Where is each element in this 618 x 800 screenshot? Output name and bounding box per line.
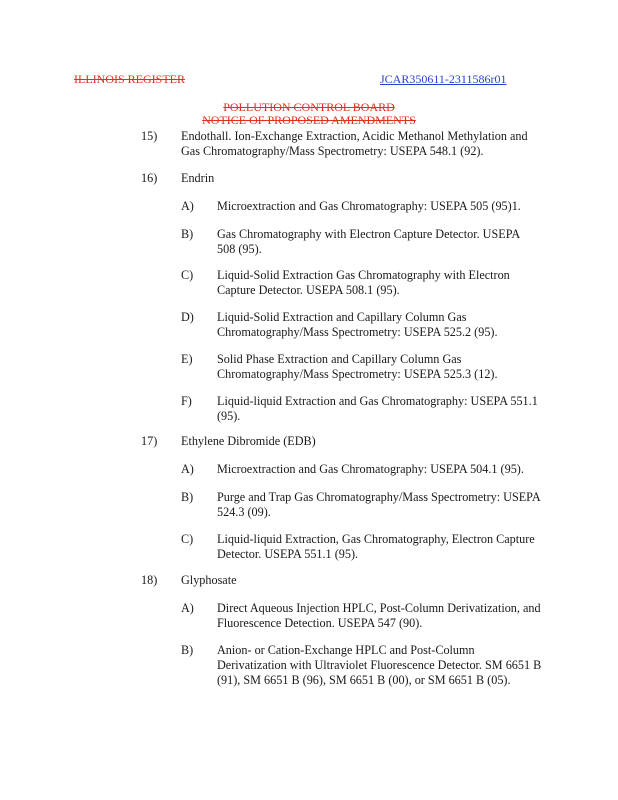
document-id-link[interactable]: JCAR350611-2311586r01 (380, 72, 507, 86)
sub-text (217, 352, 498, 382)
sub-letter: B) (181, 490, 194, 504)
sub-line: Solid Phase Extraction and Capillary Column Gas (217, 352, 462, 366)
sub-line: 524.3 (09). (217, 505, 271, 519)
sub-letter: E) (181, 352, 193, 366)
sub-letter: B) (181, 643, 194, 657)
sub-line: (91), SM 6651 B (96), SM 6651 B (00), or SM 6651 B (05). (217, 673, 511, 687)
sub-line: Chromatography/Mass Spectrometry: USEPA 525.2 (95). (217, 325, 498, 339)
sub-text (217, 199, 521, 214)
sub-line: Anion- or Cation-Exchange HPLC and Post-Column (217, 643, 475, 657)
sub-line: Liquid-Solid Extraction Gas Chromatography with Electron (217, 268, 510, 282)
sub-letter: B) (181, 227, 194, 241)
sub-line: Direct Aqueous Injection HPLC, Post-Column Derivatization, and (217, 601, 541, 615)
sub-line: Derivatization with Ultraviolet Fluorescence Detector. SM 6651 B (217, 658, 542, 672)
sub-line: 508 (95). (217, 242, 262, 256)
board-name: POLLUTION CONTROL BOARD (223, 100, 395, 114)
item-number: 16) (141, 171, 158, 185)
sub-line: Liquid-liquid Extraction and Gas Chromatography: USEPA 551.1 (217, 394, 538, 408)
sub-letter: A) (181, 601, 194, 615)
item-heading: Glyphosate (181, 573, 237, 587)
sub-line: Chromatography/Mass Spectrometry: USEPA 525.3 (12). (217, 367, 498, 381)
register-title: ILLINOIS REGISTER (74, 72, 185, 86)
sub-line: Microextraction and Gas Chromatography: USEPA 504.1 (95). (217, 462, 524, 476)
sub-line: Detector. USEPA 551.1 (95). (217, 547, 359, 561)
sub-letter: A) (181, 462, 194, 476)
sub-line: Gas Chromatography with Electron Capture Detector. USEPA (217, 227, 521, 241)
sub-text (217, 394, 538, 424)
sub-line: Liquid-Solid Extraction and Capillary Column Gas (217, 310, 467, 324)
sub-text (217, 268, 510, 298)
sub-line: Microextraction and Gas Chromatography: USEPA 505 (95)1. (217, 199, 521, 213)
sub-letter: C) (181, 532, 194, 546)
sub-line: (95). (217, 409, 241, 423)
sub-text (217, 310, 498, 340)
item-line: Endothall. Ion-Exchange Extraction, Acidic Methanol Methylation and (181, 129, 528, 143)
sub-text (217, 490, 541, 520)
item-heading: Endrin (181, 171, 215, 185)
item-line: Gas Chromatography/Mass Spectrometry: USEPA 548.1 (92). (181, 144, 484, 158)
item-number: 17) (141, 434, 158, 448)
notice-title: NOTICE OF PROPOSED AMENDMENTS (202, 113, 416, 127)
item-heading: Ethylene Dibromide (EDB) (181, 434, 316, 448)
sub-line: Fluorescence Detection. USEPA 547 (90). (217, 616, 423, 630)
sub-text (217, 643, 541, 688)
item-number: 18) (141, 573, 158, 587)
sub-line: Capture Detector. USEPA 508.1 (95). (217, 283, 400, 297)
item-number: 15) (141, 129, 158, 143)
sub-text (217, 532, 535, 562)
sub-letter: A) (181, 199, 194, 213)
item-text (181, 129, 528, 159)
sub-letter: F) (181, 394, 192, 408)
sub-line: Purge and Trap Gas Chromatography/Mass Spectrometry: USEPA (217, 490, 541, 504)
sub-text (217, 462, 524, 477)
sub-text (217, 601, 541, 631)
sub-letter: D) (181, 310, 194, 324)
sub-letter: C) (181, 268, 194, 282)
sub-text (217, 227, 520, 257)
sub-line: Liquid-liquid Extraction, Gas Chromatography, Electron Capture (217, 532, 535, 546)
